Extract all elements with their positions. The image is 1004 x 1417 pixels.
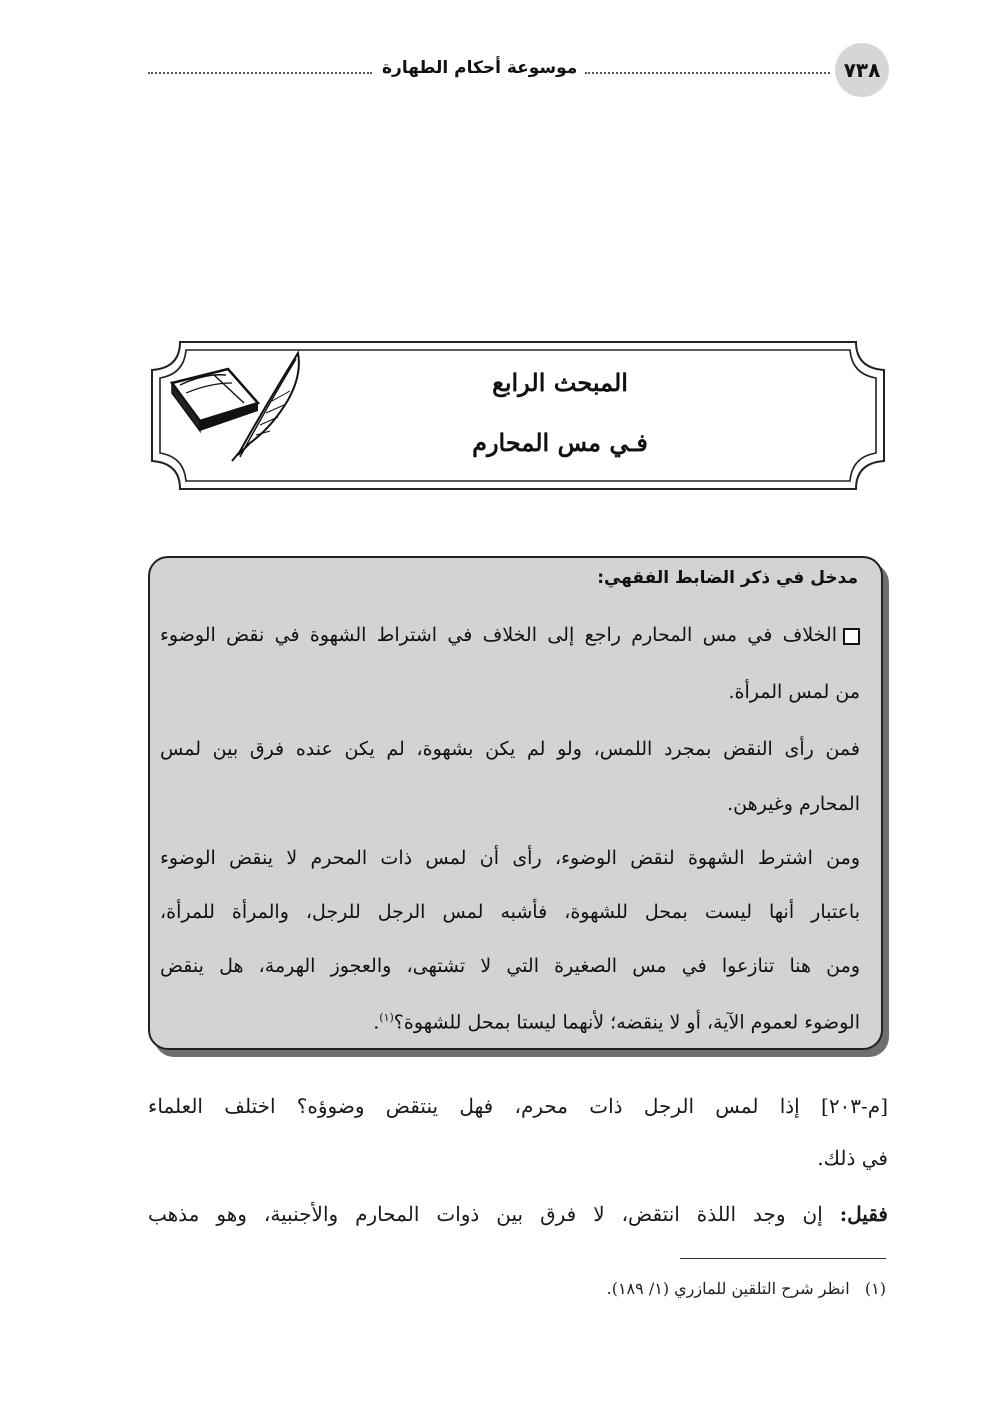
footnote-text: انظر شرح التلقين للمازري (١/ ١٨٩). bbox=[606, 1279, 850, 1298]
body-line-2: في ذلك. bbox=[817, 1146, 888, 1170]
footnote-marker: (١) bbox=[864, 1279, 886, 1298]
rule-line-5: ومن اشترط الشهوة لنقض الوضوء، رأى أن لمس ذات المحرم لا ينقض الوضوء bbox=[160, 847, 860, 869]
rule-line-1: الخلاف في مس المحارم راجع إلى الخلاف في اشتراط الشهوة في نقض الوضوء bbox=[160, 620, 860, 650]
section-title: المبحث الرابع bbox=[492, 368, 628, 397]
checkbox-icon bbox=[843, 628, 860, 645]
footnote-ref: (١) bbox=[379, 1011, 394, 1024]
running-title: موسوعة أحكام الطهارة bbox=[378, 58, 581, 78]
rule-box-heading: مدخل في ذكر الضابط الفقهي: bbox=[597, 568, 858, 588]
rule-line-8: الوضوء لعموم الآية، أو لا ينقضه؛ لأنهما ليستا بمحل للشهوة؟$^{(١)}$. bbox=[373, 1011, 860, 1034]
rule-line-3: فمن رأى النقض بمجرد اللمس، ولو لم يكن بشهوة، لم يكن عنده فرق بين لمس bbox=[160, 738, 860, 760]
footnote-separator bbox=[680, 1258, 886, 1259]
footnote bbox=[400, 1279, 886, 1298]
rule-line-6: باعتبار أنها ليست بمحل للشهوة، فأشبه لمس الرجل للرجل، والمرأة للمرأة، bbox=[160, 901, 860, 923]
body-line-1: [م-٢٠٣] إذا لمس الرجل ذات محرم، فهل ينتقض وضوؤه؟ اختلف العلماء bbox=[148, 1094, 888, 1118]
page-number: ٧٣٨ bbox=[835, 43, 889, 97]
rule-line-4: المحارم وغيرهن. bbox=[727, 793, 860, 815]
header-dotted-rule-right bbox=[585, 72, 830, 74]
header-dotted-rule-left bbox=[148, 72, 372, 74]
rule-line-7: ومن هنا تنازعوا في مس الصغيرة التي لا تشتهى، والعجوز الهرمة، هل ينقض bbox=[160, 955, 860, 977]
body-line-3: فقيل: إن وجد اللذة انتقض، لا فرق بين ذوات المحارم والأجنبية، وهو مذهب bbox=[148, 1202, 888, 1226]
section-subtitle: فـي مس المحارم bbox=[472, 428, 648, 457]
book-quill-icon bbox=[160, 345, 310, 465]
rule-line-2: من لمس المرأة. bbox=[728, 681, 860, 703]
